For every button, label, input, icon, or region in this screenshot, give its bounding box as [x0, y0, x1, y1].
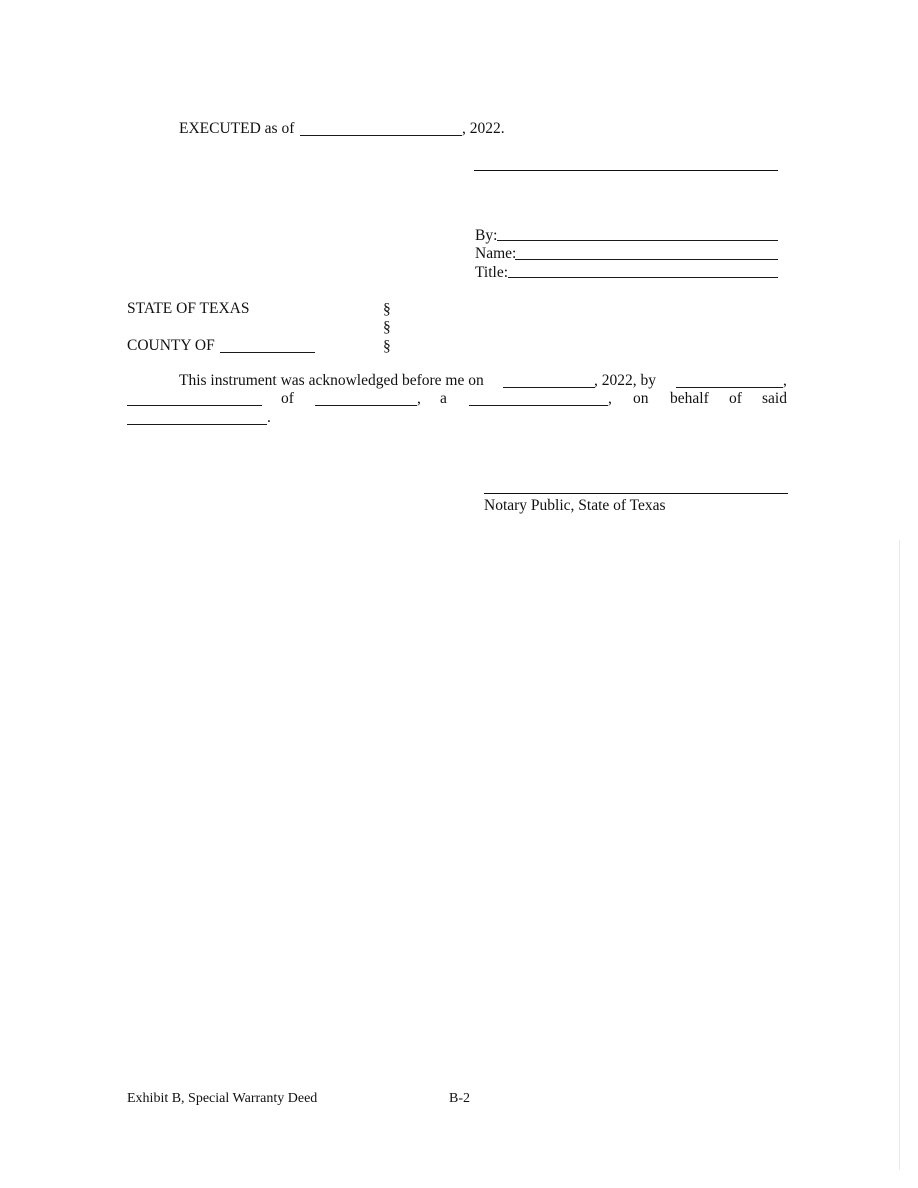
executed-date-blank[interactable]: [300, 135, 462, 136]
ack-behalf: behalf: [670, 390, 709, 407]
ack-said: said: [762, 390, 787, 407]
name-line[interactable]: [515, 259, 778, 260]
ack-signer-blank[interactable]: [676, 387, 783, 388]
executed-suffix: , 2022.: [462, 120, 505, 137]
ack-comma: ,: [417, 390, 421, 407]
by-label: By:: [475, 227, 498, 244]
entity-name-line[interactable]: [474, 170, 778, 171]
ack-of: of: [281, 390, 294, 407]
executed-prefix: EXECUTED as of: [179, 120, 295, 137]
notary-label: Notary Public, State of Texas: [484, 497, 666, 514]
by-signature-line[interactable]: [497, 240, 778, 241]
ack-date-blank[interactable]: [503, 387, 595, 388]
county-label: COUNTY OF: [127, 337, 215, 354]
ack-entity-type-blank[interactable]: [469, 405, 608, 406]
title-line[interactable]: [508, 277, 778, 278]
ack-a: a: [440, 390, 447, 407]
ack-on: on: [633, 390, 649, 407]
section-mark: §: [383, 301, 391, 318]
county-blank[interactable]: [220, 352, 315, 353]
footer-exhibit-label: Exhibit B, Special Warranty Deed: [127, 1091, 318, 1106]
ack-text-2: , 2022, by: [594, 372, 656, 389]
name-label: Name:: [475, 245, 517, 262]
ack-period: .: [267, 409, 271, 426]
ack-said-entity-blank[interactable]: [127, 424, 267, 425]
ack-comma-2: ,: [608, 390, 612, 407]
ack-text-3: ,: [783, 372, 787, 389]
ack-text-1: This instrument was acknowledged before me on: [179, 372, 484, 389]
scan-edge-artifact: [899, 540, 900, 1170]
ack-signer-title-blank[interactable]: [127, 405, 262, 406]
section-mark: §: [383, 338, 391, 355]
ack-entity-blank[interactable]: [315, 405, 417, 406]
notary-signature-line[interactable]: [484, 493, 788, 494]
page-number: B-2: [449, 1091, 470, 1106]
section-mark: §: [383, 319, 391, 336]
title-label: Title:: [475, 264, 509, 281]
ack-of-2: of: [729, 390, 742, 407]
state-label: STATE OF TEXAS: [127, 300, 250, 317]
